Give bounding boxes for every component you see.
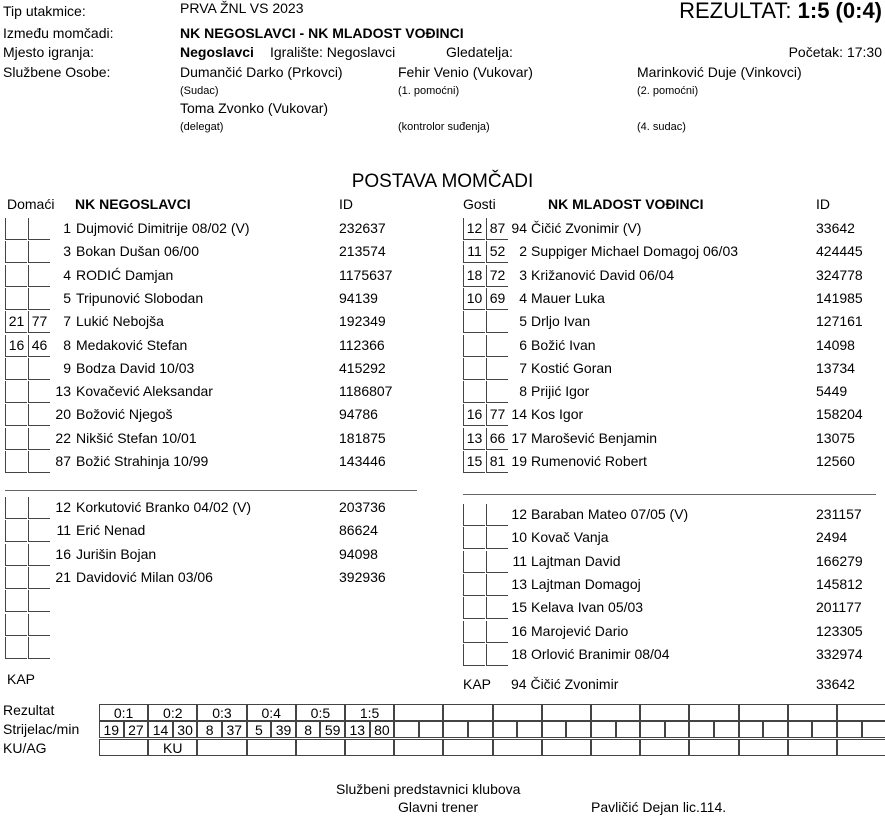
player-id: 1186807 bbox=[339, 383, 393, 400]
player-name: Erić Nenad bbox=[76, 522, 146, 539]
kuag-cell bbox=[443, 739, 492, 756]
player-id: 141985 bbox=[816, 289, 863, 306]
player-box: 16 bbox=[463, 404, 485, 426]
player-box bbox=[5, 614, 27, 636]
result-label: REZULTAT: bbox=[679, 0, 792, 23]
player-number: 11 bbox=[512, 552, 527, 569]
player-number: 8 bbox=[63, 336, 71, 353]
player-id: 13075 bbox=[816, 429, 855, 446]
player-id: 143446 bbox=[339, 453, 386, 469]
player-box: 87 bbox=[486, 218, 508, 240]
player-box: 18 bbox=[463, 265, 485, 287]
score-cell bbox=[689, 704, 738, 721]
player-id: 158204 bbox=[816, 406, 863, 423]
official-name: Marinković Duje (Vinkovci) bbox=[637, 64, 802, 80]
player-number: 94 bbox=[511, 220, 527, 236]
player-box: 46 bbox=[28, 335, 50, 357]
player-number: 3 bbox=[63, 243, 71, 260]
kuag-cell bbox=[640, 739, 689, 756]
score-cell: 0:3 bbox=[197, 704, 246, 721]
player-name: Kostić Goran bbox=[531, 359, 612, 376]
player-box: 11 bbox=[463, 241, 485, 263]
away-captain-name: 94 Čičić Zvonimir bbox=[511, 676, 619, 692]
official-role: (Sudac) bbox=[180, 85, 219, 97]
player-id: 231157 bbox=[816, 506, 862, 522]
minute-cell: 39 bbox=[271, 721, 296, 738]
player-number: 6 bbox=[519, 336, 527, 353]
player-box: 66 bbox=[486, 428, 508, 450]
minute-cell bbox=[862, 721, 885, 738]
player-name: Orlović Branimir 08/04 bbox=[531, 645, 670, 662]
official-name: Toma Zvonko (Vukovar) bbox=[180, 100, 329, 116]
player-number: 20 bbox=[55, 406, 71, 423]
player-box: 16 bbox=[5, 335, 27, 357]
score-cell bbox=[591, 704, 640, 721]
minute-cell: 30 bbox=[173, 721, 198, 738]
between-label: Između momčadi: bbox=[3, 25, 114, 41]
player-name: Drljo Ivan bbox=[531, 313, 591, 330]
player-box: 69 bbox=[486, 288, 508, 310]
player-id: 13734 bbox=[816, 359, 855, 376]
kuag-label: KU/AG bbox=[3, 740, 47, 756]
score-cell bbox=[542, 704, 591, 721]
minute-cell: 59 bbox=[320, 721, 345, 738]
kuag-cell bbox=[542, 739, 591, 756]
player-id: 127161 bbox=[816, 313, 863, 330]
player-name: Baraban Mateo 07/05 (V) bbox=[531, 506, 689, 522]
kuag-cell bbox=[345, 739, 394, 756]
scorer-cell: 19 bbox=[99, 721, 124, 738]
player-box bbox=[5, 288, 27, 310]
lineup-title: POSTAVA MOMČADI bbox=[351, 171, 534, 192]
scorer-cell: 5 bbox=[247, 721, 272, 738]
player-box bbox=[463, 381, 485, 403]
player-number: 7 bbox=[519, 359, 527, 376]
score-cell: 0:1 bbox=[99, 704, 148, 721]
score-cell: 0:5 bbox=[296, 704, 345, 721]
player-id: 123305 bbox=[816, 622, 863, 639]
player-name: Jurišin Bojan bbox=[76, 545, 157, 562]
player-id: 2494 bbox=[816, 529, 848, 546]
player-name: Korkutović Branko 04/02 (V) bbox=[76, 499, 252, 515]
spectators: Gledatelja: bbox=[446, 44, 513, 60]
scorer-cell bbox=[837, 721, 862, 738]
player-id: 181875 bbox=[339, 429, 386, 446]
player-box bbox=[463, 311, 485, 333]
player-number: 16 bbox=[55, 545, 71, 562]
away-captain-label: KAP bbox=[463, 676, 492, 692]
kuag-cell bbox=[493, 739, 542, 756]
player-id: 86624 bbox=[339, 522, 378, 539]
player-number: 12 bbox=[55, 499, 71, 515]
player-box: 52 bbox=[486, 241, 508, 263]
player-id: 213574 bbox=[339, 243, 386, 260]
player-box bbox=[5, 381, 27, 403]
player-box: 21 bbox=[5, 311, 27, 333]
player-number: 4 bbox=[519, 289, 527, 306]
score-cell: 0:4 bbox=[247, 704, 296, 721]
player-id: 203736 bbox=[339, 499, 386, 515]
kuag-cell bbox=[394, 739, 443, 756]
player-name: Kovač Vanja bbox=[531, 529, 609, 546]
kuag-cell bbox=[197, 739, 246, 756]
player-name: Davidović Milan 03/06 bbox=[76, 568, 213, 585]
player-name: Kos Igor bbox=[531, 406, 584, 423]
player-box: 12 bbox=[463, 218, 485, 240]
officials-label: Službene Osobe: bbox=[3, 64, 111, 80]
player-number: 11 bbox=[56, 522, 71, 539]
player-box bbox=[5, 590, 27, 612]
player-id: 232637 bbox=[339, 220, 386, 236]
player-number: 8 bbox=[519, 383, 527, 400]
player-name: Marojević Dario bbox=[531, 622, 629, 639]
player-number: 5 bbox=[519, 313, 527, 330]
player-id: 192349 bbox=[339, 313, 386, 330]
player-number: 87 bbox=[55, 453, 71, 469]
player-box bbox=[463, 551, 485, 573]
kuag-cell: KU bbox=[148, 739, 197, 756]
player-box bbox=[463, 597, 485, 619]
field-info: Igralište: Negoslavci bbox=[270, 44, 396, 60]
player-name: Tripunović Slobodan bbox=[76, 289, 204, 306]
official-role: (4. sudac) bbox=[637, 121, 686, 133]
score-cell bbox=[493, 704, 542, 721]
kuag-cell bbox=[99, 739, 148, 756]
rezultat-label: Rezultat bbox=[3, 702, 55, 718]
player-id: 392936 bbox=[339, 568, 386, 585]
player-box bbox=[5, 404, 27, 426]
player-number: 19 bbox=[511, 453, 527, 469]
away-divider bbox=[463, 494, 876, 495]
official-role: (1. pomoćni) bbox=[398, 85, 460, 97]
scorer-cell bbox=[591, 721, 616, 738]
result-value: 1:5 (0:4) bbox=[797, 0, 882, 23]
score-cell: 0:2 bbox=[148, 704, 197, 721]
start-time: Početak: 17:30 bbox=[788, 44, 882, 60]
player-id: 5449 bbox=[816, 383, 848, 400]
kuag-cell bbox=[591, 739, 640, 756]
player-name: Lajtman Domagoj bbox=[531, 575, 641, 592]
score-cell bbox=[394, 704, 443, 721]
player-number: 2 bbox=[519, 243, 527, 260]
player-name: Božić Strahinja 10/99 bbox=[76, 453, 209, 469]
minute-cell bbox=[812, 721, 837, 738]
player-name: Božović Njegoš bbox=[76, 406, 173, 423]
player-name: Mauer Luka bbox=[531, 289, 605, 306]
player-name: Marošević Benjamin bbox=[531, 429, 658, 446]
player-id: 94786 bbox=[339, 406, 378, 423]
minute-cell: 37 bbox=[222, 721, 247, 738]
player-box bbox=[5, 358, 27, 380]
player-name: Božić Ivan bbox=[531, 336, 596, 353]
player-box bbox=[5, 637, 27, 659]
player-number: 18 bbox=[511, 645, 527, 662]
player-box bbox=[28, 590, 50, 612]
player-id: 112366 bbox=[339, 336, 385, 353]
scorer-cell: 14 bbox=[148, 721, 173, 738]
player-id: 33642 bbox=[816, 220, 855, 236]
home-captain-label: KAP bbox=[7, 671, 36, 687]
player-name: Rumenović Robert bbox=[531, 453, 647, 469]
tip-value: PRVA ŽNL VS 2023 bbox=[180, 0, 304, 16]
official-name: Dumančić Darko (Prkovci) bbox=[180, 64, 343, 80]
player-number: 3 bbox=[519, 266, 527, 283]
kuag-cell bbox=[739, 739, 788, 756]
player-box bbox=[463, 621, 485, 643]
away-team-name: NK MLADOST VOĐINCI bbox=[548, 196, 704, 212]
player-box: 10 bbox=[463, 288, 485, 310]
minute-cell bbox=[419, 721, 444, 738]
player-box bbox=[463, 527, 485, 549]
scorer-cell bbox=[788, 721, 813, 738]
player-box bbox=[5, 567, 27, 589]
player-box bbox=[5, 265, 27, 287]
player-box bbox=[463, 358, 485, 380]
player-number: 5 bbox=[63, 289, 71, 306]
player-id: 166279 bbox=[816, 552, 863, 569]
player-number: 10 bbox=[511, 529, 527, 546]
player-number: 13 bbox=[55, 383, 71, 400]
player-box: 13 bbox=[463, 428, 485, 450]
player-box bbox=[5, 520, 27, 542]
place-label: Mjesto igranja: bbox=[3, 44, 95, 60]
away-captain-id: 33642 bbox=[816, 676, 855, 692]
player-number: 12 bbox=[511, 506, 527, 522]
kuag-cell bbox=[247, 739, 296, 756]
minute-cell bbox=[616, 721, 641, 738]
player-id: 324778 bbox=[816, 266, 863, 283]
player-box bbox=[28, 614, 50, 636]
player-id: 145812 bbox=[816, 575, 863, 592]
player-number: 15 bbox=[511, 599, 527, 616]
kuag-cell bbox=[296, 739, 345, 756]
player-name: Prijić Igor bbox=[531, 383, 590, 400]
player-id: 332974 bbox=[816, 645, 863, 662]
player-id: 12560 bbox=[816, 453, 855, 469]
player-name: Dujmović Dimitrije 08/02 (V) bbox=[76, 220, 250, 236]
official-role: (delegat) bbox=[180, 121, 224, 133]
player-id: 1175637 bbox=[339, 266, 393, 283]
player-box: 81 bbox=[486, 451, 508, 473]
player-number: 4 bbox=[63, 266, 71, 283]
player-id: 424445 bbox=[816, 243, 863, 260]
kuag-cell bbox=[837, 739, 885, 756]
player-number: 14 bbox=[511, 406, 527, 423]
home-team-name: NK NEGOSLAVCI bbox=[75, 196, 191, 212]
scorer-cell bbox=[443, 721, 468, 738]
official-role: (kontrolor suđenja) bbox=[398, 121, 490, 133]
player-box bbox=[5, 497, 27, 519]
minute-cell bbox=[468, 721, 493, 738]
player-box bbox=[463, 504, 485, 526]
official-role: (2. pomoćni) bbox=[637, 85, 699, 97]
player-box: 15 bbox=[463, 451, 485, 473]
home-label: Domaći bbox=[7, 196, 55, 212]
player-box bbox=[5, 451, 27, 473]
player-id: 415292 bbox=[339, 359, 386, 376]
minute-cell bbox=[566, 721, 591, 738]
player-box bbox=[5, 218, 27, 240]
scorer-cell bbox=[493, 721, 518, 738]
player-number: 16 bbox=[511, 622, 527, 639]
player-name: Bokan Dušan 06/00 bbox=[76, 243, 199, 260]
score-cell bbox=[837, 704, 885, 721]
player-box bbox=[5, 544, 27, 566]
player-box bbox=[463, 644, 485, 666]
player-name: Nikšić Stefan 10/01 bbox=[76, 429, 197, 446]
scorer-cell bbox=[689, 721, 714, 738]
home-id-header: ID bbox=[339, 196, 353, 212]
player-name: Lajtman David bbox=[531, 552, 621, 569]
home-divider bbox=[5, 490, 417, 491]
player-name: Lukić Nebojša bbox=[76, 313, 164, 330]
player-name: Medaković Stefan bbox=[76, 336, 188, 353]
player-name: Križanović David 06/04 bbox=[531, 266, 675, 283]
kuag-cell bbox=[689, 739, 738, 756]
player-box bbox=[28, 637, 50, 659]
player-box: 72 bbox=[486, 265, 508, 287]
away-id-header: ID bbox=[816, 196, 830, 212]
player-number: 9 bbox=[63, 359, 71, 376]
player-box bbox=[463, 335, 485, 357]
scorer-cell bbox=[739, 721, 764, 738]
score-cell bbox=[788, 704, 837, 721]
player-id: 201177 bbox=[816, 599, 862, 616]
between-value: NK NEGOSLAVCI - NK MLADOST VOĐINCI bbox=[180, 25, 464, 41]
scorer-cell bbox=[542, 721, 567, 738]
coach-label: Glavni trener bbox=[398, 799, 479, 815]
scorer-label: Strijelac/min bbox=[3, 721, 80, 737]
score-cell: 1:5 bbox=[345, 704, 394, 721]
player-number: 17 bbox=[511, 429, 527, 446]
player-number: 13 bbox=[511, 575, 527, 592]
kuag-cell bbox=[788, 739, 837, 756]
official-name: Fehir Venio (Vukovar) bbox=[398, 64, 533, 80]
minute-cell bbox=[714, 721, 739, 738]
scorer-cell bbox=[394, 721, 419, 738]
minute-cell bbox=[517, 721, 542, 738]
player-number: 22 bbox=[55, 429, 71, 446]
minute-cell bbox=[763, 721, 788, 738]
player-box bbox=[5, 241, 27, 263]
player-id: 14098 bbox=[816, 336, 855, 353]
away-label: Gosti bbox=[463, 196, 496, 212]
score-cell bbox=[443, 704, 492, 721]
player-box: 77 bbox=[486, 404, 508, 426]
player-name: Kovačević Aleksandar bbox=[76, 383, 213, 400]
player-name: Čičić Zvonimir (V) bbox=[531, 220, 642, 236]
player-box bbox=[5, 428, 27, 450]
score-cell bbox=[640, 704, 689, 721]
scorer-cell: 13 bbox=[345, 721, 370, 738]
player-name: Bodza David 10/03 bbox=[76, 359, 195, 376]
player-name: RODIĆ Damjan bbox=[76, 266, 174, 283]
player-box bbox=[463, 574, 485, 596]
place-value: Negoslavci bbox=[180, 44, 254, 60]
reps-label: Službeni predstavnici klubova bbox=[336, 781, 521, 797]
scorer-cell: 8 bbox=[296, 721, 321, 738]
scorer-cell: 8 bbox=[197, 721, 222, 738]
player-number: 21 bbox=[55, 568, 71, 585]
minute-cell bbox=[665, 721, 690, 738]
minute-cell: 27 bbox=[124, 721, 149, 738]
result-heading bbox=[679, 0, 882, 24]
score-cell bbox=[739, 704, 788, 721]
player-number: 7 bbox=[63, 313, 71, 330]
player-number: 1 bbox=[63, 220, 71, 236]
player-id: 94098 bbox=[339, 545, 378, 562]
scorer-cell bbox=[640, 721, 665, 738]
player-name: Kelava Ivan 05/03 bbox=[531, 599, 644, 616]
tip-label: Tip utakmice: bbox=[3, 3, 86, 19]
player-box: 77 bbox=[28, 311, 50, 333]
player-id: 94139 bbox=[339, 289, 378, 306]
minute-cell: 80 bbox=[370, 721, 395, 738]
coach-value: Pavličić Dejan lic.114. bbox=[591, 799, 727, 815]
player-name: Suppiger Michael Domagoj 06/03 bbox=[531, 243, 739, 260]
